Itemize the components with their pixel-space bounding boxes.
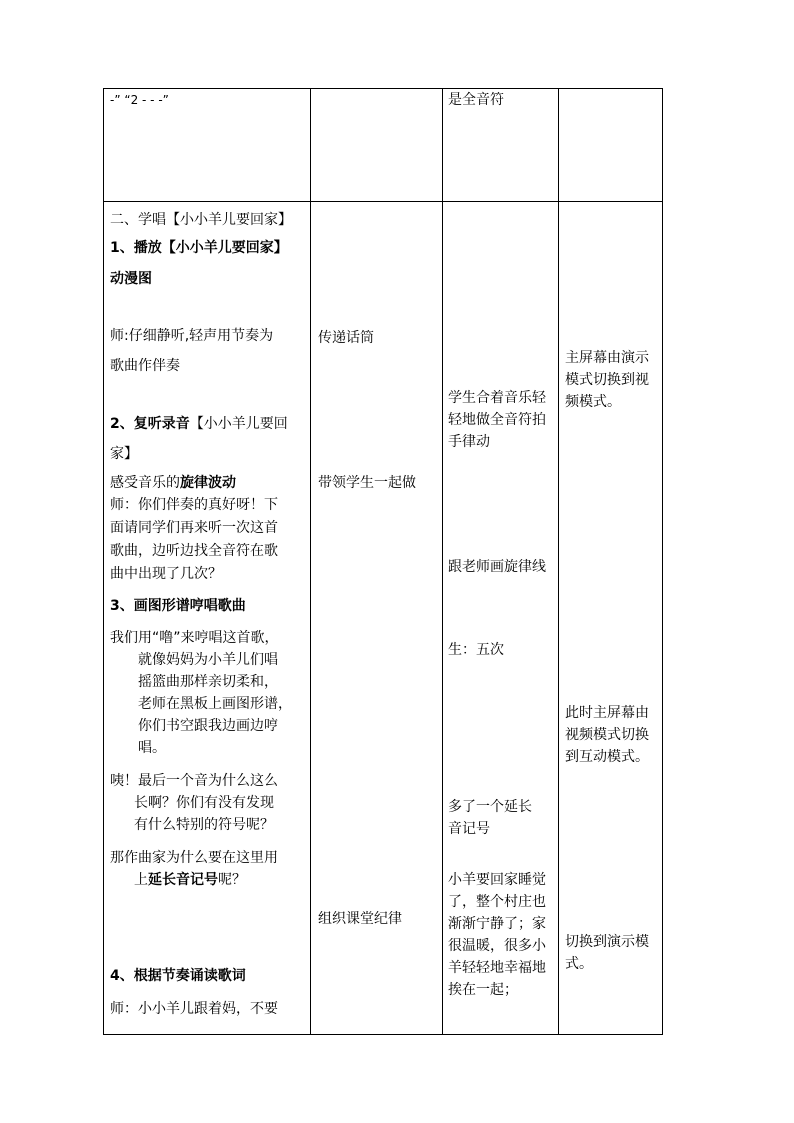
table-row-divider xyxy=(103,201,663,202)
student-answer-fermata-2: 音记号 xyxy=(448,821,490,837)
feel-melody-line xyxy=(110,472,236,494)
question-line-1: 咦！最后一个音为什么这么 xyxy=(110,773,278,789)
hum-line-3: 摇篮曲那样亲切柔和， xyxy=(138,674,278,690)
row1-col3-text: 是全音符 xyxy=(448,92,504,108)
step2-heading xyxy=(110,413,288,435)
table-border-top xyxy=(103,88,663,89)
fermata-question-post: 呢？ xyxy=(218,872,246,888)
hum-line-2: 就像妈妈为小羊儿们唱 xyxy=(138,652,278,668)
screen-note-3b: 式。 xyxy=(565,956,593,972)
teacher-line-2c: 歌曲，边听边找全音符在歌 xyxy=(110,543,278,559)
screen-note-2b: 视频模式切换 xyxy=(565,727,649,743)
teacher-line-1: 师:仔细静听,轻声用节奏为 xyxy=(110,328,274,344)
step1-heading-cont: 动漫图 xyxy=(110,271,152,287)
student-answer-story-2: 了，整个村庄也 xyxy=(448,894,546,910)
feel-melody-bold: 旋律波动 xyxy=(180,475,236,491)
table-border-left xyxy=(103,88,104,1035)
action-pass-mic: 传递话筒 xyxy=(318,330,374,346)
screen-note-1a: 主屏幕由演示 xyxy=(565,350,649,366)
screen-note-2a: 此时主屏幕由 xyxy=(565,705,649,721)
step3-heading: 3、画图形谱哼唱歌曲 xyxy=(110,598,246,614)
table-col-divider-1 xyxy=(310,88,311,1035)
student-answer-story-6: 挨在一起； xyxy=(448,982,518,998)
student-activity-1a: 学生合着音乐轻 xyxy=(448,390,546,406)
action-discipline: 组织课堂纪律 xyxy=(318,911,402,927)
step2-heading-rest: 【小小羊儿要回 xyxy=(189,416,288,432)
screen-note-3a: 切换到演示模 xyxy=(565,934,649,950)
student-answer-story-5: 羊轻轻地幸福地 xyxy=(448,960,546,976)
hum-line-4: 老师在黑板上画图形谱， xyxy=(138,696,292,712)
whole-note-notation: -” “2 - - -” xyxy=(110,93,169,107)
table-border-right xyxy=(662,88,663,1035)
student-answer: 生：五次 xyxy=(448,642,504,658)
teacher-line-lyrics: 师：小小羊儿跟着妈，不要 xyxy=(110,1001,278,1017)
fermata-question-2 xyxy=(134,869,246,891)
action-lead-students: 带领学生一起做 xyxy=(318,475,416,491)
hum-line-1: 我们用“噜”来哼唱这首歌， xyxy=(110,630,279,646)
table-col-divider-2 xyxy=(442,88,443,1035)
student-activity-1b: 轻地做全音符拍 xyxy=(448,412,546,428)
feel-melody-pre: 感受音乐的 xyxy=(110,475,180,491)
fermata-question-bold: 延长音记号 xyxy=(148,872,218,888)
hum-line-6: 唱。 xyxy=(138,740,166,756)
screen-note-1c: 频模式。 xyxy=(565,394,621,410)
teacher-line-2a: 师：你们伴奏的真好呀！下 xyxy=(110,497,278,513)
teacher-line-2b: 面请同学们再来听一次这首 xyxy=(110,520,278,536)
section-title: 二、学唱【小小羊儿要回家】 xyxy=(110,212,292,228)
question-line-2: 长啊？你们有没有发现 xyxy=(134,795,274,811)
student-answer-story-3: 渐渐宁静了；家 xyxy=(448,916,546,932)
table-col-divider-3 xyxy=(558,88,559,1035)
step2-heading-cont: 家】 xyxy=(110,446,138,462)
student-activity-1c: 手律动 xyxy=(448,434,490,450)
screen-note-1b: 模式切换到视 xyxy=(565,372,649,388)
student-answer-story-4: 很温暖，很多小 xyxy=(448,938,546,954)
fermata-question-pre: 上 xyxy=(134,872,148,888)
screen-note-2c: 到互动模式。 xyxy=(565,749,649,765)
table-border-bottom xyxy=(103,1034,663,1035)
teacher-line-1-cont: 歌曲作伴奏 xyxy=(110,358,180,374)
question-line-3: 有什么特别的符号呢？ xyxy=(134,817,274,833)
step2-heading-bold: 2、复听录音 xyxy=(110,416,190,432)
student-activity-2: 跟老师画旋律线 xyxy=(448,559,546,575)
step1-heading: 1、播放【小小羊儿要回家】 xyxy=(110,240,288,256)
teacher-line-2d: 曲中出现了几次？ xyxy=(110,566,222,582)
student-answer-story-1: 小羊要回家睡觉 xyxy=(448,872,546,888)
student-answer-fermata-1: 多了一个延长 xyxy=(448,799,532,815)
hum-line-5: 你们书空跟我边画边哼 xyxy=(138,718,278,734)
step4-heading: 4、根据节奏诵读歌词 xyxy=(110,968,246,984)
fermata-question-1: 那作曲家为什么要在这里用 xyxy=(110,850,278,866)
